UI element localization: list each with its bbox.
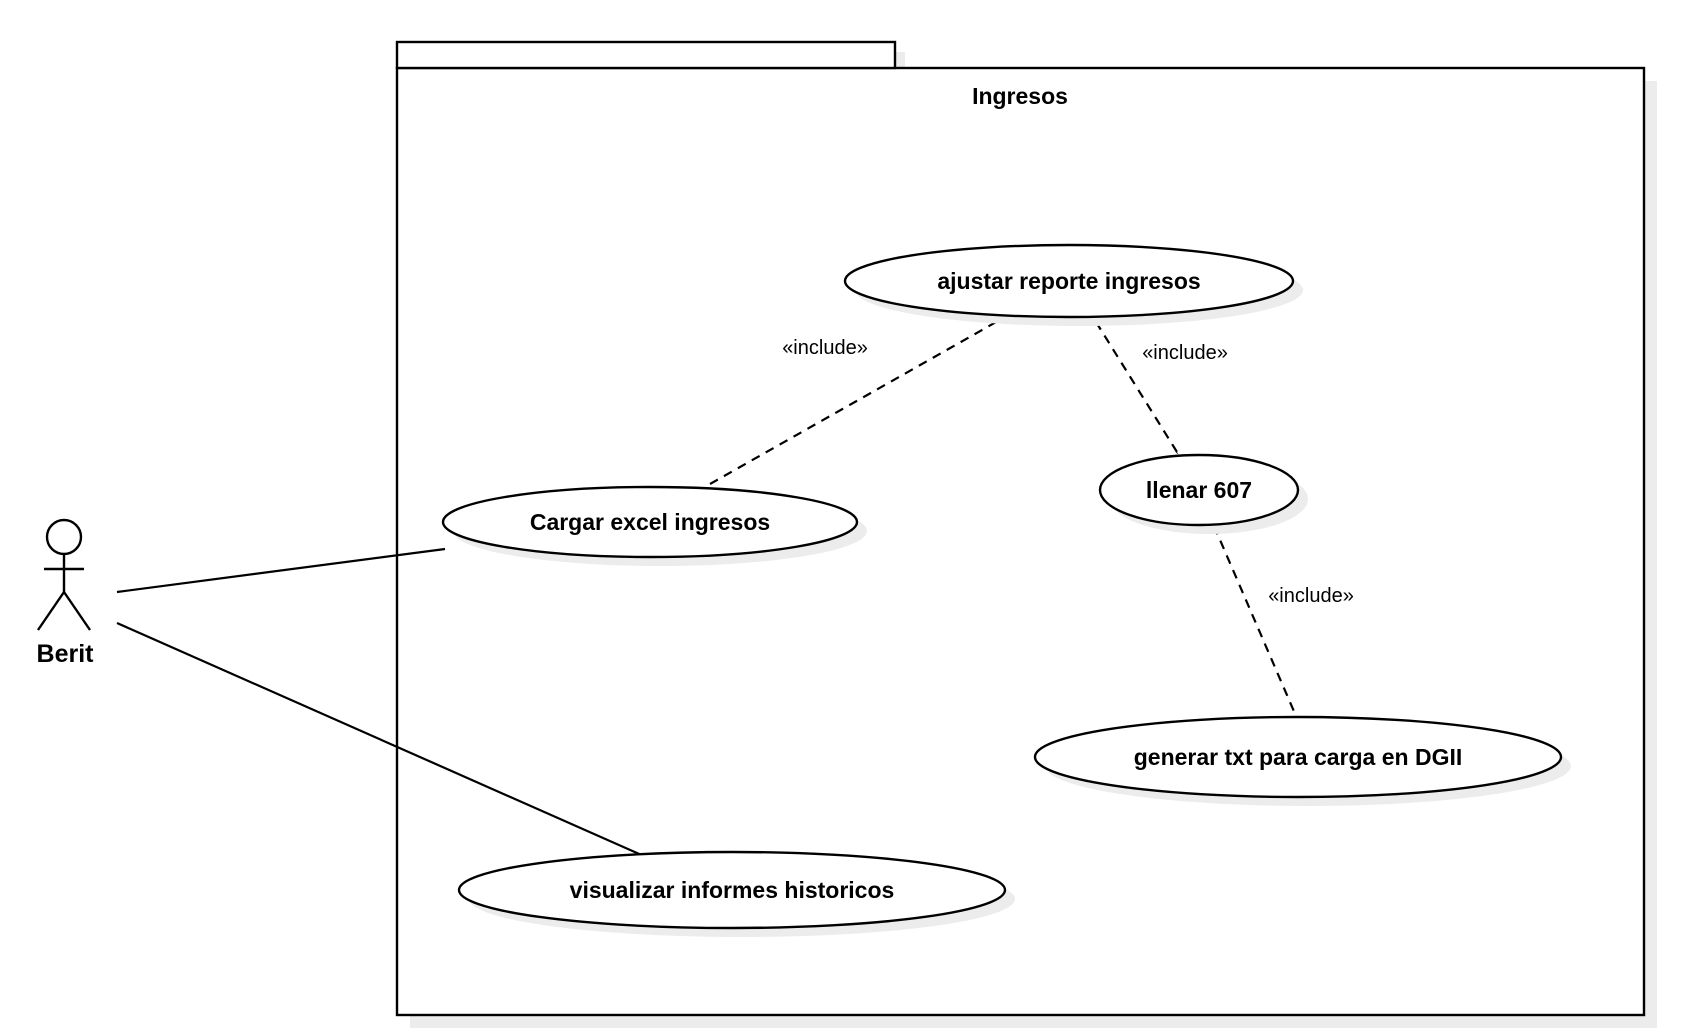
system-title: Ingresos — [972, 83, 1068, 109]
use-case-label: llenar 607 — [1145, 477, 1253, 503]
actor-left-leg — [38, 592, 64, 630]
use-case-cargar-excel-ingresos — [443, 487, 867, 566]
include-label: «include» — [1268, 585, 1354, 607]
use-case-label: visualizar informes historicos — [569, 877, 895, 903]
actor-right-leg — [64, 592, 90, 630]
include-label: «include» — [1142, 342, 1228, 364]
use-case-label: generar txt para carga en DGII — [1133, 744, 1463, 770]
system-boundary-tab — [397, 42, 895, 68]
actor-berit — [37, 520, 95, 668]
actor-label: Berit — [36, 640, 94, 668]
use-case-label: ajustar reporte ingresos — [937, 268, 1201, 294]
use-case-ajustar-reporte-ingresos — [845, 245, 1303, 326]
use-case-generar-txt-dgii — [1035, 717, 1571, 806]
include-label: «include» — [782, 337, 868, 359]
use-case-label: Cargar excel ingresos — [529, 509, 771, 535]
use-case-visualizar-informes-historicos — [459, 852, 1015, 937]
actor-head — [47, 520, 81, 554]
